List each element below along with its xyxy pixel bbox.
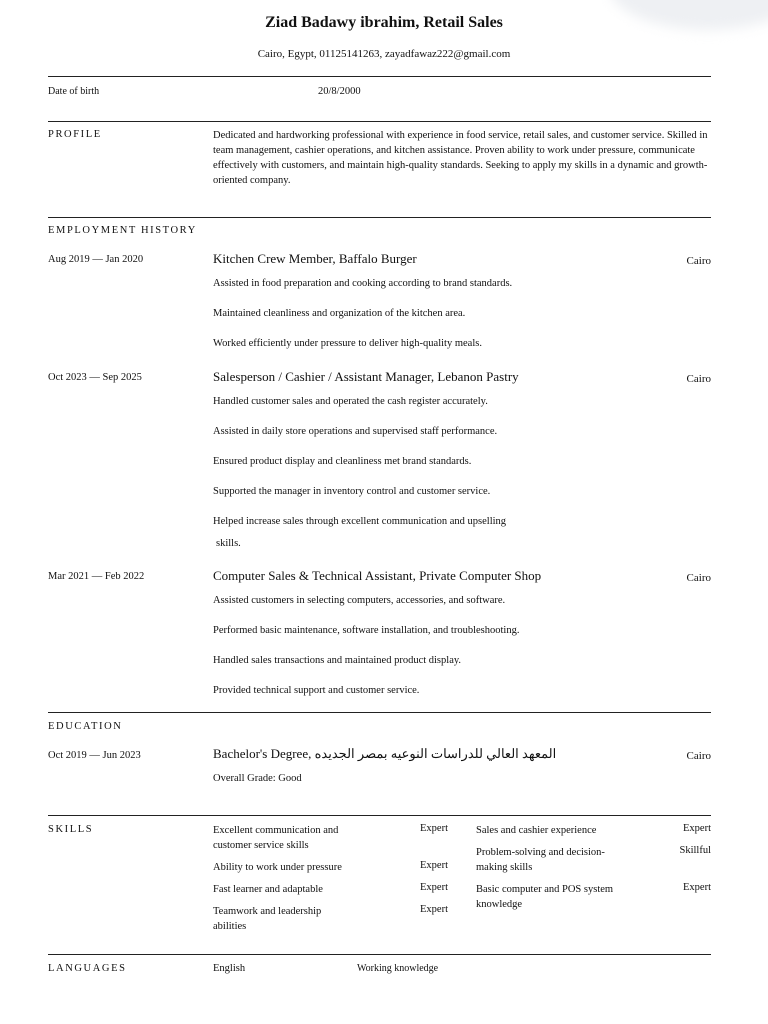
divider bbox=[48, 76, 711, 77]
skill-name: Sales and cashier experience bbox=[476, 825, 597, 836]
education-title: Bachelor's Degree, المعهد العالي للدراسات النوعيه بمصر الجديده bbox=[213, 746, 557, 761]
divider bbox=[48, 954, 711, 955]
job-bullet: Supported the manager in inventory control and customer service. bbox=[213, 486, 491, 497]
languages-heading: LANGUAGES bbox=[48, 963, 127, 974]
job-dates: Aug 2019 — Jan 2020 bbox=[48, 254, 144, 265]
job-bullet: Ensured product display and cleanliness met brand standards. bbox=[213, 456, 472, 467]
language-level: Working knowledge bbox=[357, 963, 439, 974]
skill-name: Basic computer and POS system knowledge bbox=[476, 884, 614, 910]
job-bullet: Provided technical support and customer service. bbox=[213, 685, 420, 696]
skill-level: Expert bbox=[683, 823, 711, 834]
job-title: Salesperson / Cashier / Assistant Manager, Lebanon Pastry bbox=[213, 369, 519, 384]
job-city: Cairo bbox=[686, 572, 711, 584]
dob-value: 20/8/2000 bbox=[318, 86, 361, 97]
language-name: English bbox=[213, 963, 246, 974]
education-dates: Oct 2019 — Jun 2023 bbox=[48, 750, 141, 761]
divider bbox=[48, 121, 711, 122]
job-bullet: Assisted customers in selecting computers, accessories, and software. bbox=[213, 595, 506, 606]
skill-name: Teamwork and leadership abilities bbox=[213, 906, 322, 932]
job-bullet: Performed basic maintenance, software installation, and troubleshooting. bbox=[213, 625, 520, 636]
skill-name: Problem-solving and decision-making skills bbox=[476, 847, 605, 873]
divider bbox=[48, 217, 711, 218]
dob-label: Date of birth bbox=[48, 86, 100, 97]
skill-level: Expert bbox=[420, 904, 448, 915]
employment-heading: EMPLOYMENT HISTORY bbox=[48, 225, 197, 236]
divider bbox=[48, 712, 711, 713]
profile-heading: PROFILE bbox=[48, 129, 102, 140]
job-dates: Mar 2021 — Feb 2022 bbox=[48, 571, 145, 582]
job-dates: Oct 2023 — Sep 2025 bbox=[48, 372, 142, 383]
job-bullet: Handled customer sales and operated the cash register accurately. bbox=[213, 396, 488, 407]
skill-level: Expert bbox=[420, 882, 448, 893]
skill-level: Skillful bbox=[679, 845, 711, 856]
education-grade: Overall Grade: Good bbox=[213, 773, 302, 784]
education-heading: EDUCATION bbox=[48, 721, 123, 732]
skills-heading: SKILLS bbox=[48, 824, 94, 835]
job-bullet: Assisted in food preparation and cooking according to brand standards. bbox=[213, 278, 513, 289]
job-bullet: Handled sales transactions and maintained product display. bbox=[213, 655, 462, 666]
job-bullet: Maintained cleanliness and organization of the kitchen area. bbox=[213, 308, 466, 319]
skill-level: Expert bbox=[420, 860, 448, 871]
divider bbox=[48, 815, 711, 816]
skill-level: Expert bbox=[420, 823, 448, 834]
skill-name: Fast learner and adaptable bbox=[213, 884, 323, 895]
skill-level: Expert bbox=[683, 882, 711, 893]
job-bullet: Assisted in daily store operations and supervised staff performance. bbox=[213, 426, 498, 437]
job-city: Cairo bbox=[686, 373, 711, 385]
profile-text: Dedicated and hardworking professional with experience in food service, retail sales, and customer service. Skilled in team management, cashier operations, and kitchen assistance. Proven ability to work under pressure, communicate effectively with customers, and maintain high-quality standards. Seeking to apply my skills in a dynamic and growth-oriented company. bbox=[213, 130, 708, 186]
job-bullet-continued: skills. bbox=[216, 538, 241, 549]
job-city: Cairo bbox=[686, 255, 711, 267]
job-bullet: Worked efficiently under pressure to deliver high-quality meals. bbox=[213, 338, 482, 349]
job-title: Computer Sales & Technical Assistant, Private Computer Shop bbox=[213, 568, 542, 583]
resume-name-title: Ziad Badawy ibrahim, Retail Sales bbox=[265, 14, 503, 31]
job-title: Kitchen Crew Member, Baffalo Burger bbox=[213, 251, 417, 266]
skill-name: Excellent communication and customer service skills bbox=[213, 825, 339, 851]
contact-line: Cairo, Egypt, 01125141263, zayadfawaz222@gmail.com bbox=[257, 48, 511, 60]
job-bullet: Helped increase sales through excellent communication and upselling bbox=[213, 516, 507, 527]
skill-name: Ability to work under pressure bbox=[213, 862, 342, 873]
education-city: Cairo bbox=[686, 750, 711, 762]
